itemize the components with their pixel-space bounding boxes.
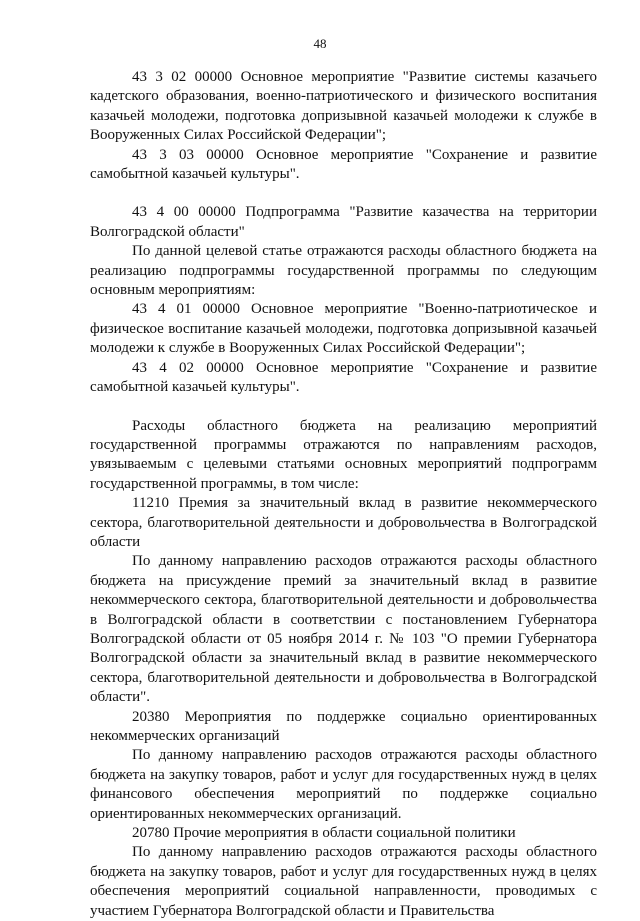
paragraph-20780-description: По данному направлению расходов отражаются расходы областного бюджета на закупку товаров, работ и услуг для государственных нужд в целях обеспечения мероприятий социальной направленности, проводимых с участием Губернатора Волгоградской области и Правительства bbox=[90, 844, 597, 919]
paragraph-43-4-01: 43 4 01 00000 Основное мероприятие "Военно-патриотическое и физическое воспитание казачьей молодежи, подготовка допризывной казачьей молодежи к службе в Вооруженных Силах Российской Федерации"; bbox=[90, 301, 597, 357]
document-body bbox=[90, 68, 597, 921]
paragraph-20380-description: По данному направлению расходов отражаются расходы областного бюджета на закупку товаров, работ и услуг для государственных нужд в целях финансового обеспечения мероприятий по поддержке социально ориентированных некоммерческих организаций. bbox=[90, 747, 597, 822]
paragraph-20780-heading: 20780 Прочие мероприятия в области социальной политики bbox=[132, 825, 516, 842]
paragraph-43-3-03: 43 3 03 00000 Основное мероприятие "Сохранение и развитие самобытной казачьей культуры". bbox=[90, 146, 597, 183]
page-number: 48 bbox=[313, 36, 327, 51]
paragraph-subprogram-43-4: 43 4 00 00000 Подпрограмма "Развитие казачества на территории Волгоградской области" bbox=[90, 204, 597, 240]
paragraph-spacer bbox=[90, 184, 597, 203]
paragraph-11210-heading: 11210 Премия за значительный вклад в развитие некоммерческого сектора, благотворительной деятельности и добровольчества в Волгоградской области bbox=[90, 495, 597, 550]
paragraph-11210-description: По данному направлению расходов отражаются расходы областного бюджета на присуждение премий за значительный вклад в развитие некоммерческого сектора, благотворительной деятельности и добровольчества в Волгоградской области в соответствии с постановлением Губернатора Волгоградской области от 05 ноября 2014 г. № 103 "О премии Губернатора Волгоградской области за значительный вклад в развитие некоммерческого сектора, благотворительной деятельности и добровольчества в Волгоградской области". bbox=[90, 553, 597, 706]
paragraph-subprogram-description: По данной целевой статье отражаются расходы областного бюджета на реализацию подпрограммы государственной программы по следующим основным мероприятиям: bbox=[90, 243, 597, 299]
paragraph-20380-heading: 20380 Мероприятия по поддержке социально ориентированных некоммерческих организаций bbox=[90, 708, 597, 744]
paragraph-43-3-02: 43 3 02 00000 Основное мероприятие "Развитие системы казачьего кадетского образования, военно-патриотического и физического воспитания казачьей молодежи, подготовка допризывной казачьей молодежи к службе в Вооруженных Силах Российской Федерации"; bbox=[90, 69, 597, 144]
paragraph-43-4-02: 43 4 02 00000 Основное мероприятие "Сохранение и развитие самобытной казачьей культуры". bbox=[90, 359, 597, 396]
paragraph-expenses-intro: Расходы областного бюджета на реализацию мероприятий государственной программы отражаются по направлениям расходов, увязываемым с целевыми статьями основных мероприятий подпрограмм государственной программы, в том числе: bbox=[90, 417, 597, 492]
paragraph-spacer bbox=[90, 398, 597, 417]
